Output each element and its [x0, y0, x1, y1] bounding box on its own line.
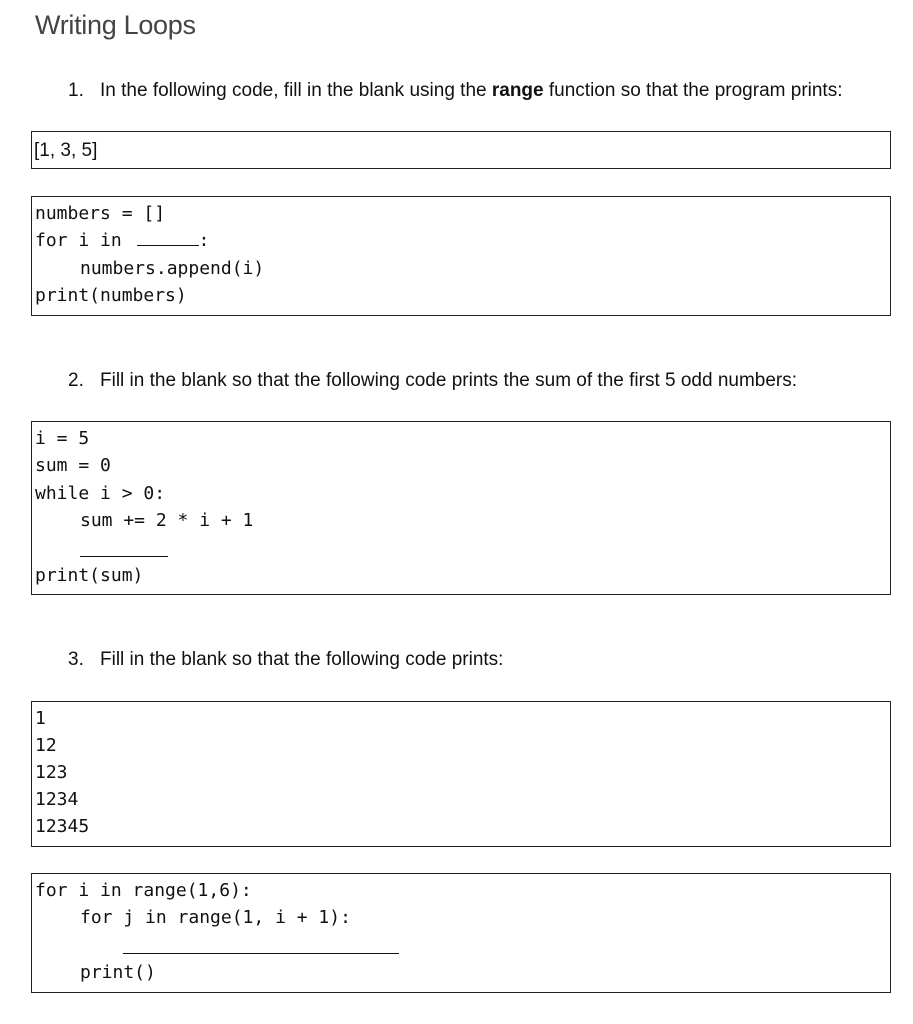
code-line: sum += 2 * i + 1	[80, 510, 254, 531]
code-line: print()	[80, 962, 156, 983]
code-line: while i > 0:	[35, 483, 166, 504]
code-line: sum = 0	[35, 455, 111, 476]
question-text: In the following code, fill in the blank using the	[100, 80, 492, 101]
question-number: 2.	[68, 370, 84, 391]
expected-output-line: 1234	[35, 789, 79, 810]
answer-blank[interactable]	[123, 953, 399, 954]
expected-output-line: [1, 3, 5]	[34, 140, 98, 161]
question-number: 1.	[68, 80, 84, 101]
code-line: print(sum)	[35, 565, 144, 586]
expected-output-line: 123	[35, 762, 68, 783]
answer-blank[interactable]	[137, 229, 199, 246]
question-3	[68, 649, 503, 671]
code-line: i = 5	[35, 428, 90, 449]
code-line: for i in range(1,6):	[35, 880, 252, 901]
answer-blank[interactable]	[80, 556, 168, 557]
question-2	[68, 370, 797, 392]
question-number: 3.	[68, 649, 84, 670]
expected-output-line: 12	[35, 735, 57, 756]
code-line: for j in range(1, i + 1):	[80, 907, 351, 928]
expected-output-line: 1	[35, 708, 46, 729]
code-line	[35, 229, 209, 253]
page-title: Writing Loops	[35, 10, 196, 40]
question-text: Fill in the blank so that the following code prints:	[100, 649, 504, 670]
code-text: :	[198, 230, 210, 251]
code-box	[31, 421, 891, 595]
code-line: print(numbers)	[35, 285, 187, 306]
question-text-end: function so that the program prints:	[543, 80, 843, 101]
question-1	[68, 80, 843, 102]
code-text: for i in	[35, 230, 133, 251]
question-keyword: range	[491, 80, 544, 101]
question-text: Fill in the blank so that the following code prints the sum of the first 5 odd numbers:	[100, 370, 798, 391]
expected-output-box	[31, 701, 891, 847]
expected-output-box	[31, 131, 891, 169]
code-line: numbers.append(i)	[80, 258, 265, 279]
code-line: numbers = []	[35, 203, 166, 224]
expected-output-line: 12345	[35, 816, 90, 837]
